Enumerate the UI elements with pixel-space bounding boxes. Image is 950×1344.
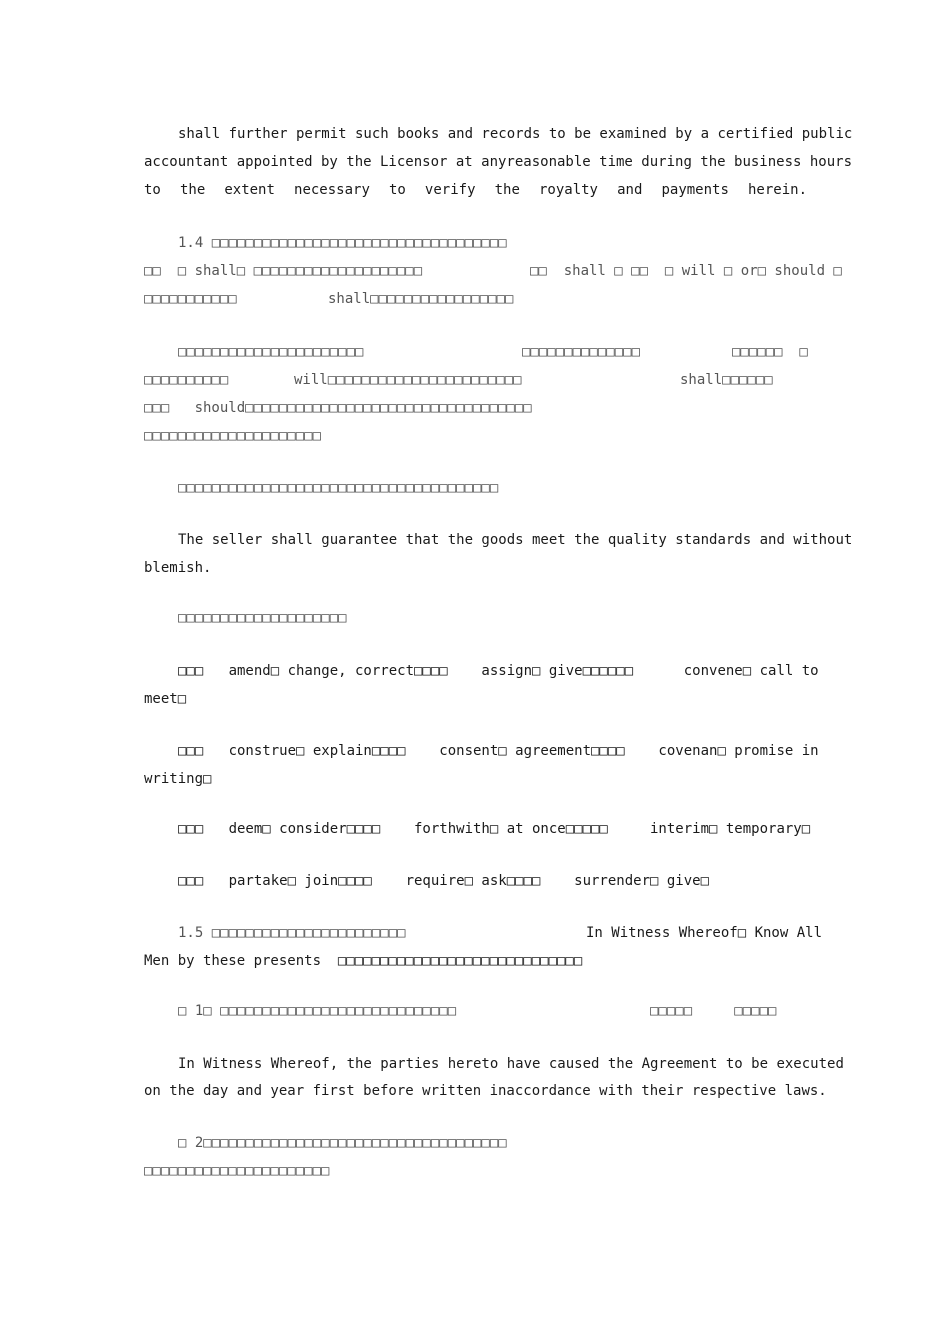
text-line: The seller shall guarantee that the goods meet the quality standards and without xyxy=(178,532,853,548)
text-line: will□□□□□□□□□□□□□□□□□□□□□□□ xyxy=(294,372,522,388)
text-line: on the day and year first before written inaccordance with their respective laws. xyxy=(144,1083,827,1099)
text-line: □□□ should□□□□□□□□□□□□□□□□□□□□□□□□□□□□□□□□□□ xyxy=(144,400,532,416)
text-line: In Witness Whereof, the parties hereto have caused the Agreement to be executed xyxy=(178,1056,844,1072)
text-line: shall□□□□□□□□□□□□□□□□□ xyxy=(328,291,514,307)
example-heading: □ 2□□□□□□□□□□□□□□□□□□□□□□□□□□□□□□□□□□□□ xyxy=(178,1135,507,1151)
vocab-row: □□□ amend□ change, correct□□□□ assign□ give□□□□□□ convene□ call to xyxy=(178,663,819,679)
section-heading: 1.5 □□□□□□□□□□□□□□□□□□□□□□□ xyxy=(178,925,406,941)
text-line: In Witness Whereof□ Know All xyxy=(586,925,823,941)
text-line: □□□□□ □□□□□ xyxy=(650,1003,777,1019)
text-line: □□□□□□□□□□□□□□□□□□□□□□ xyxy=(178,344,364,360)
text-line: □□□□□□□□□□□□□□□□□□□□ xyxy=(178,610,347,626)
text-line: □□□□□□□□□□□□□□□□□□□□□□□□□□□□□□□□□□□□□□ xyxy=(178,480,499,496)
text-line: shall further permit such books and records to be examined by a certified public xyxy=(178,126,853,142)
vocab-row: writing□ xyxy=(144,771,212,787)
text-line: shall□□□□□□ xyxy=(680,372,773,388)
vocab-row: □□□ deem□ consider□□□□ forthwith□ at once□□□□□ interim□ temporary□ xyxy=(178,821,811,837)
example-heading: □ 1□ □□□□□□□□□□□□□□□□□□□□□□□□□□□□ xyxy=(178,1003,457,1019)
text-line: □□ shall □ □□ □ will □ or□ should □ xyxy=(530,263,842,279)
vocab-row: □□□ partake□ join□□□□ require□ ask□□□□ surrender□ give□ xyxy=(178,873,710,889)
text-line: blemish. xyxy=(144,560,212,576)
text-line: accountant appointed by the Licensor at anyreasonable time during the business hours xyxy=(144,154,853,170)
vocab-row: □□□ construe□ explain□□□□ consent□ agreement□□□□ covenan□ promise in xyxy=(178,743,819,759)
text-line: Men by these presents □□□□□□□□□□□□□□□□□□□□□□□□□□□□□ xyxy=(144,953,583,969)
text-line: □□□□□□□□□□ xyxy=(144,372,229,388)
section-heading: 1.4 □□□□□□□□□□□□□□□□□□□□□□□□□□□□□□□□□□□ xyxy=(178,235,507,251)
text-line: □□□□□□□□□□□ xyxy=(144,291,237,307)
vocab-row: meet□ xyxy=(144,691,187,707)
text-line: □□□□□□ □ xyxy=(732,344,808,360)
text-line: to the extent necessary to verify the royalty and payments herein. xyxy=(144,182,807,198)
text-line: □□□□□□□□□□□□□□□□□□□□□□ xyxy=(144,1163,330,1179)
text-line: □□□□□□□□□□□□□□ xyxy=(522,344,641,360)
text-line: □□□□□□□□□□□□□□□□□□□□□ xyxy=(144,428,322,444)
text-line: □□ □ shall□ □□□□□□□□□□□□□□□□□□□□ xyxy=(144,263,423,279)
